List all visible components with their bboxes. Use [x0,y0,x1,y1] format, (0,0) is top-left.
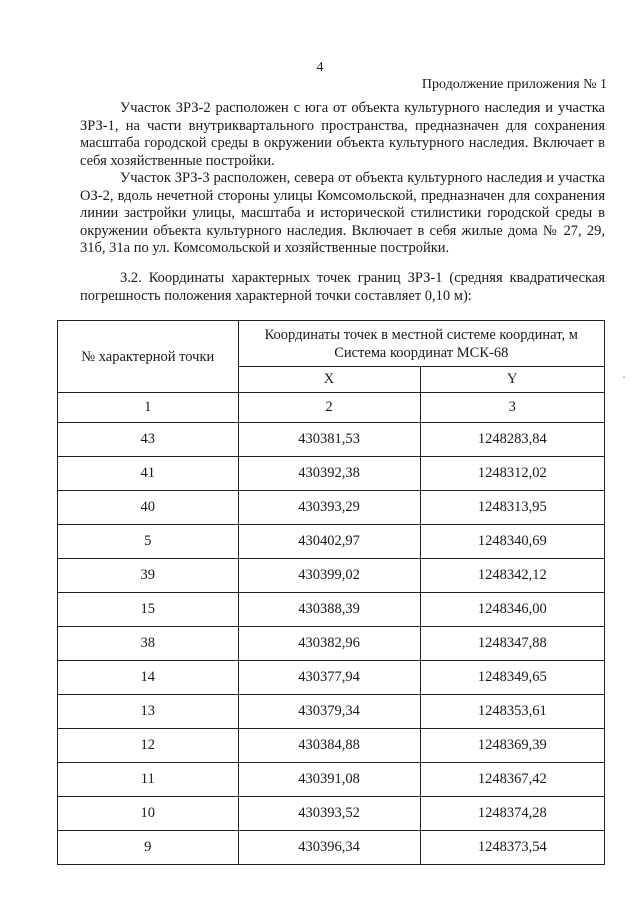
column-number: 3 [420,393,604,423]
y-coordinate-cell: 1248353,61 [420,695,604,729]
table-row [58,729,605,763]
table-row [58,423,605,457]
table-header-row [58,321,605,367]
column-number: 1 [58,393,239,423]
x-coordinate-cell: 430396,34 [238,831,420,865]
point-number-cell: 9 [58,831,239,865]
table-row [58,457,605,491]
x-coordinate-cell: 430382,96 [238,627,420,661]
paragraph-zrz3: Участок ЗРЗ-3 расположен, севера от объекта культурного наследия и участка ОЗ-2, вдоль нечетной стороны улицы Комсомольской, предназначен для сохранения линии застройки улицы, масштаба и исторической стилистики городской среды в окружении объекта культурного наследия. Включает в себя жилые дома № 27, 29, 31б, 31а по ул. Комсомольской и хозяйственные постройки. [80,170,605,257]
y-coordinate-cell: 1248283,84 [420,423,604,457]
table-row [58,593,605,627]
paragraph-zrz2: Участок ЗРЗ-2 расположен с юга от объекта культурного наследия и участка ЗРЗ-1, на части внутриквартального пространства, предназначен для сохранения масштаба городской среды в окружении объекта культурного наследия. Включает в себя хозяйственные постройки. [80,100,605,169]
x-coordinate-cell: 430402,97 [238,525,420,559]
y-coordinate-cell: 1248313,95 [420,491,604,525]
header-point-number: № характерной точки [58,321,239,393]
point-number-cell: 14 [58,661,239,695]
table-row [58,661,605,695]
y-coordinate-cell: 1248349,65 [420,661,604,695]
point-number-cell: 5 [58,525,239,559]
y-coordinate-cell: 1248369,39 [420,729,604,763]
point-number-cell: 15 [58,593,239,627]
y-coordinate-cell: 1248373,54 [420,831,604,865]
paragraph-section-3-2: 3.2. Координаты характерных точек границ ЗРЗ-1 (средняя квадратическая погрешность положения характерной точки составляет 0,10 м): [80,270,605,304]
point-number-cell: 41 [58,457,239,491]
x-coordinate-cell: 430391,08 [238,763,420,797]
y-coordinate-cell: 1248346,00 [420,593,604,627]
y-coordinate-cell: 1248342,12 [420,559,604,593]
point-number-cell: 39 [58,559,239,593]
table-row [58,763,605,797]
x-coordinate-cell: 430392,38 [238,457,420,491]
table-row [58,627,605,661]
y-coordinate-cell: 1248340,69 [420,525,604,559]
point-number-cell: 11 [58,763,239,797]
y-coordinate-cell: 1248312,02 [420,457,604,491]
x-coordinate-cell: 430379,34 [238,695,420,729]
x-coordinate-cell: 430381,53 [238,423,420,457]
margin-mark: · [622,370,626,384]
x-coordinate-cell: 430377,94 [238,661,420,695]
y-coordinate-cell: 1248347,88 [420,627,604,661]
header-x: X [238,367,420,393]
point-number-cell: 38 [58,627,239,661]
x-coordinate-cell: 430393,29 [238,491,420,525]
y-coordinate-cell: 1248374,28 [420,797,604,831]
x-coordinate-cell: 430399,02 [238,559,420,593]
column-number: 2 [238,393,420,423]
x-coordinate-cell: 430393,52 [238,797,420,831]
table-column-numbers-row [58,393,605,423]
point-number-cell: 40 [58,491,239,525]
table-row [58,491,605,525]
table-row [58,831,605,865]
header-coordinates: Координаты точек в местной системе координат, м Система координат МСК-68 [238,321,604,367]
table-row [58,797,605,831]
table-row [58,525,605,559]
table-row [58,695,605,729]
y-coordinate-cell: 1248367,42 [420,763,604,797]
coordinates-table [57,320,605,865]
point-number-cell: 10 [58,797,239,831]
page-number: 4 [316,60,324,75]
x-coordinate-cell: 430384,88 [238,729,420,763]
point-number-cell: 13 [58,695,239,729]
table-row [58,559,605,593]
x-coordinate-cell: 430388,39 [238,593,420,627]
point-number-cell: 12 [58,729,239,763]
point-number-cell: 43 [58,423,239,457]
header-y: Y [420,367,604,393]
appendix-continuation-note: Продолжение приложения № 1 [421,77,607,92]
